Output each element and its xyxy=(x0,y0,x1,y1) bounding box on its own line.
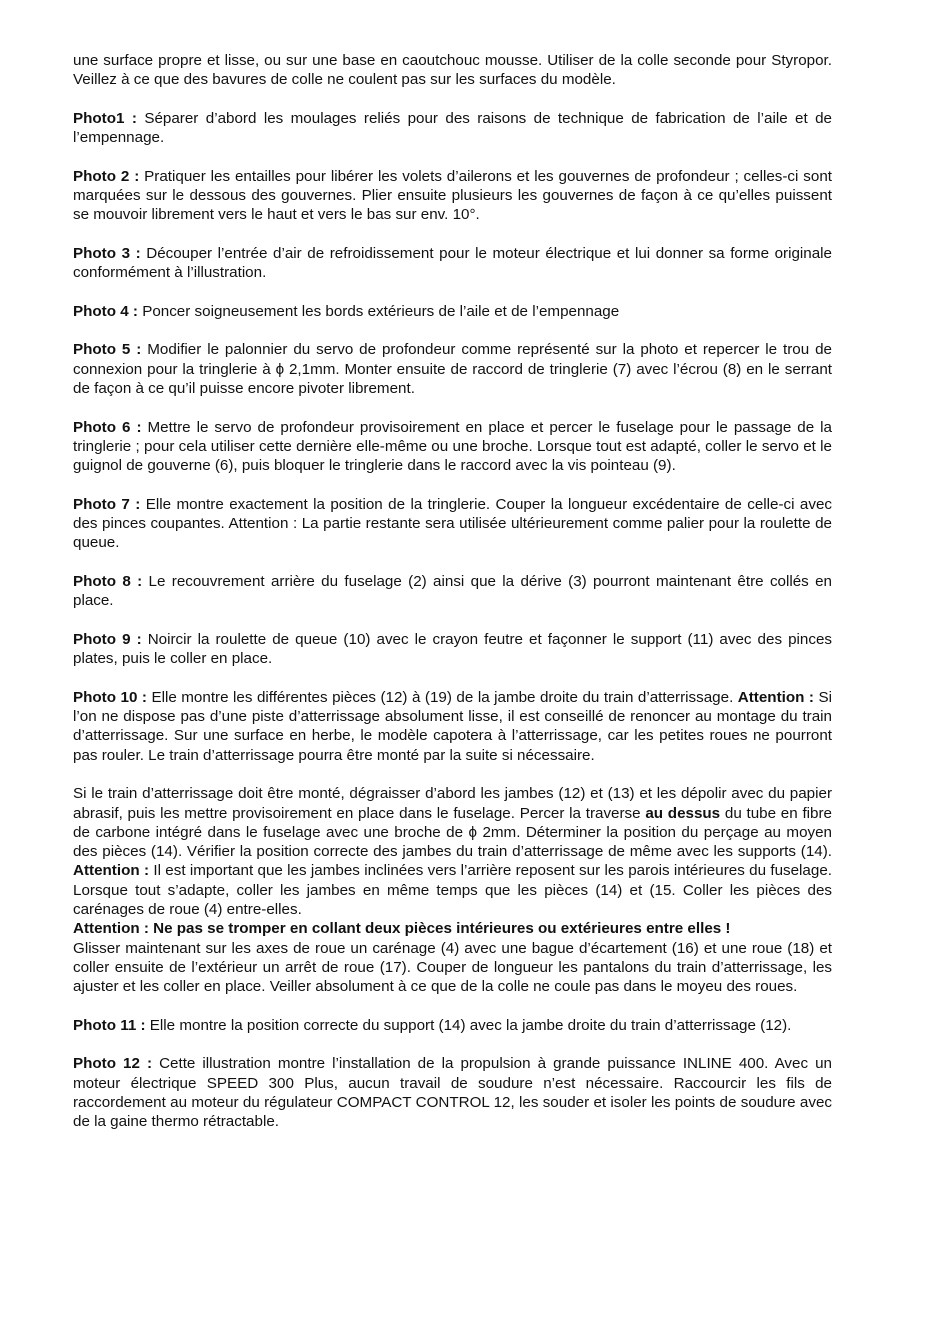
document-page xyxy=(73,51,832,1151)
paragraph-text: du tube en fibre de carbone intégré dans le fuselage avec une broche de ϕ 2mm. Déterminer la position du perçage au moyen des pièces (14). Vérifier la position correcte des jambes du train d’atterrissage de même avec les supports (14). xyxy=(73,804,832,861)
paragraph-text: Elle montre exactement la position de la tringlerie. Couper la longueur excédentaire de celle-ci avec des pinces coupantes. Attention : La partie restante sera utilisée ultérieurement comme palier pour la roulette de queue. xyxy=(73,495,832,552)
paragraph-text: Modifier le palonnier du servo de profondeur comme représenté sur la photo et repercer le trou de connexion pour la tringlerie à ϕ 2,1mm. Monter ensuite de raccord de tringlerie (7) avec l’écrou (8) en le serrant de façon à ce qu’il puisse encore pivoter librement. xyxy=(73,341,832,398)
paragraph-landing-gear xyxy=(73,784,832,919)
paragraph-photo-12 xyxy=(73,1054,832,1131)
paragraph-photo-10 xyxy=(73,688,832,765)
photo-label: Photo 10 : xyxy=(73,688,147,706)
attention-label: Attention : xyxy=(737,688,814,706)
photo-label: Photo 9 : xyxy=(73,630,142,648)
paragraph-text: une surface propre et lisse, ou sur une base en caoutchouc mousse. Utiliser de la colle seconde pour Styropor. Veillez à ce que des bavures de colle ne coulent pas sur les surfaces du modèle. xyxy=(73,52,832,89)
paragraph-photo-6 xyxy=(73,418,832,476)
paragraph-text: Elle montre les différentes pièces (12) à (19) de la jambe droite du train d’atterrissage. xyxy=(146,688,738,706)
paragraph-text: Il est important que les jambes inclinées vers l’arrière reposent sur les parois intérieures du fuselage. Lorsque tout s’adapte, coller les jambes en même temps que les pièces (14) et (15. Coller les pièces des carénages de roue (4) entre-elles. xyxy=(73,862,832,919)
paragraph-photo-11 xyxy=(73,1016,832,1035)
paragraph-text: Cette illustration montre l’installation de la propulsion à grande puissance INLINE 400. Avec un moteur électrique SPEED 300 Plus, aucun travail de soudure n’est nécessaire. Raccourcir les fils de raccordement au moteur du régulateur COMPACT CONTROL 12, les souder et isoler les points de soudure avec de la gaine thermo rétractable. xyxy=(73,1055,832,1131)
paragraph-text: Séparer d’abord les moulages reliés pour des raisons de technique de fabrication de l’aile et de l’empennage. xyxy=(73,109,832,147)
paragraph-wheel-fairings: Glisser maintenant sur les axes de roue un carénage (4) avec une bague d’écartement (16) et une roue (18) et coller ensuite de l’extérieur un arrêt de roue (17). Couper de longueur les pantalons du train d’atterrissage, les ajuster et les coller en place. Veiller absolument à ce que de la colle ne coule pas dans le moyeu des roues. xyxy=(73,939,832,996)
paragraph-text: Le recouvrement arrière du fuselage (2) ainsi que la dérive (3) pourront maintenant être collés en place. xyxy=(73,573,832,610)
photo-label: Photo 8 : xyxy=(73,573,143,591)
photo-label: Photo 3 : xyxy=(73,244,141,262)
photo-label: Photo1 : xyxy=(73,109,137,127)
paragraph-photo-2 xyxy=(73,167,832,225)
photo-label: Photo 11 : xyxy=(73,1016,146,1034)
paragraph-photo-9 xyxy=(73,630,832,669)
paragraph-photo-4 xyxy=(73,302,832,321)
emphasis-text: au dessus xyxy=(645,804,721,822)
paragraph-text: Pratiquer les entailles pour libérer les volets d’ailerons et les gouvernes de profondeur ; celles-ci sont marquées sur le dessous des gouvernes. Plier ensuite plusieurs les gouvernes de façon à ce qu’elles puissent se mouvoir librement vers le haut et vers le bas sur env. 10°. xyxy=(73,167,832,224)
photo-label: Photo 7 : xyxy=(73,495,141,513)
photo-label: Photo 4 : xyxy=(73,302,138,320)
attention-label: Attention : xyxy=(73,862,150,880)
photo-label: Photo 2 : xyxy=(73,167,140,185)
photo-label: Photo 5 : xyxy=(73,341,142,359)
paragraph-text: Noircir la roulette de queue (10) avec le crayon feutre et façonner le support (11) avec des pinces plates, puis le coller en place. xyxy=(73,630,833,668)
warning-line: Attention : Ne pas se tromper en collant deux pièces intérieures ou extérieures entre elles ! xyxy=(73,920,731,938)
paragraph-text: Mettre le servo de profondeur provisoirement en place et percer le fuselage pour le passage de la tringlerie ; pour cela utiliser cette dernière elle-même ou une broche. Lorsque tout est adapté, coller le servo et le guignol de gouverne (6), puis bloquer le tringlerie dans le raccord avec la vis pointeau (9). xyxy=(73,418,832,475)
paragraph-photo-1 xyxy=(73,109,832,148)
paragraph-photo-5 xyxy=(73,340,832,398)
photo-label: Photo 12 : xyxy=(73,1055,153,1073)
paragraph-photo-8 xyxy=(73,572,832,611)
paragraph-text: Si le train d’atterrissage doit être monté, dégraisser d’abord les jambes (12) et (13) et les dépolir avec du papier abrasif, puis les mettre provisoirement en place dans le fuselage. Percer la traverse xyxy=(73,785,832,822)
paragraph-text: Si l’on ne dispose pas d’une piste d’atterrissage absolument lisse, il est conseillé de renoncer au montage du train d’atterrissage. Sur une surface en herbe, le modèle capotera à l’atterrissage, car les petites roues ne pourront pas rouler. Le train d’atterrissage pourra être monté par la suite si nécessaire. xyxy=(73,688,832,764)
paragraph-photo-7 xyxy=(73,495,832,553)
paragraph-text: Découper l’entrée d’air de refroidissement pour le moteur électrique et lui donner sa forme originale conformément à l’illustration. xyxy=(73,244,832,282)
paragraph-photo-3 xyxy=(73,244,832,283)
paragraph-text: Poncer soigneusement les bords extérieurs de l’aile et de l’empennage xyxy=(137,302,620,320)
photo-label: Photo 6 : xyxy=(73,418,142,436)
paragraph-text: Elle montre la position correcte du support (14) avec la jambe droite du train d’atterrissage (12). xyxy=(145,1016,792,1034)
paragraph-intro xyxy=(73,51,832,90)
